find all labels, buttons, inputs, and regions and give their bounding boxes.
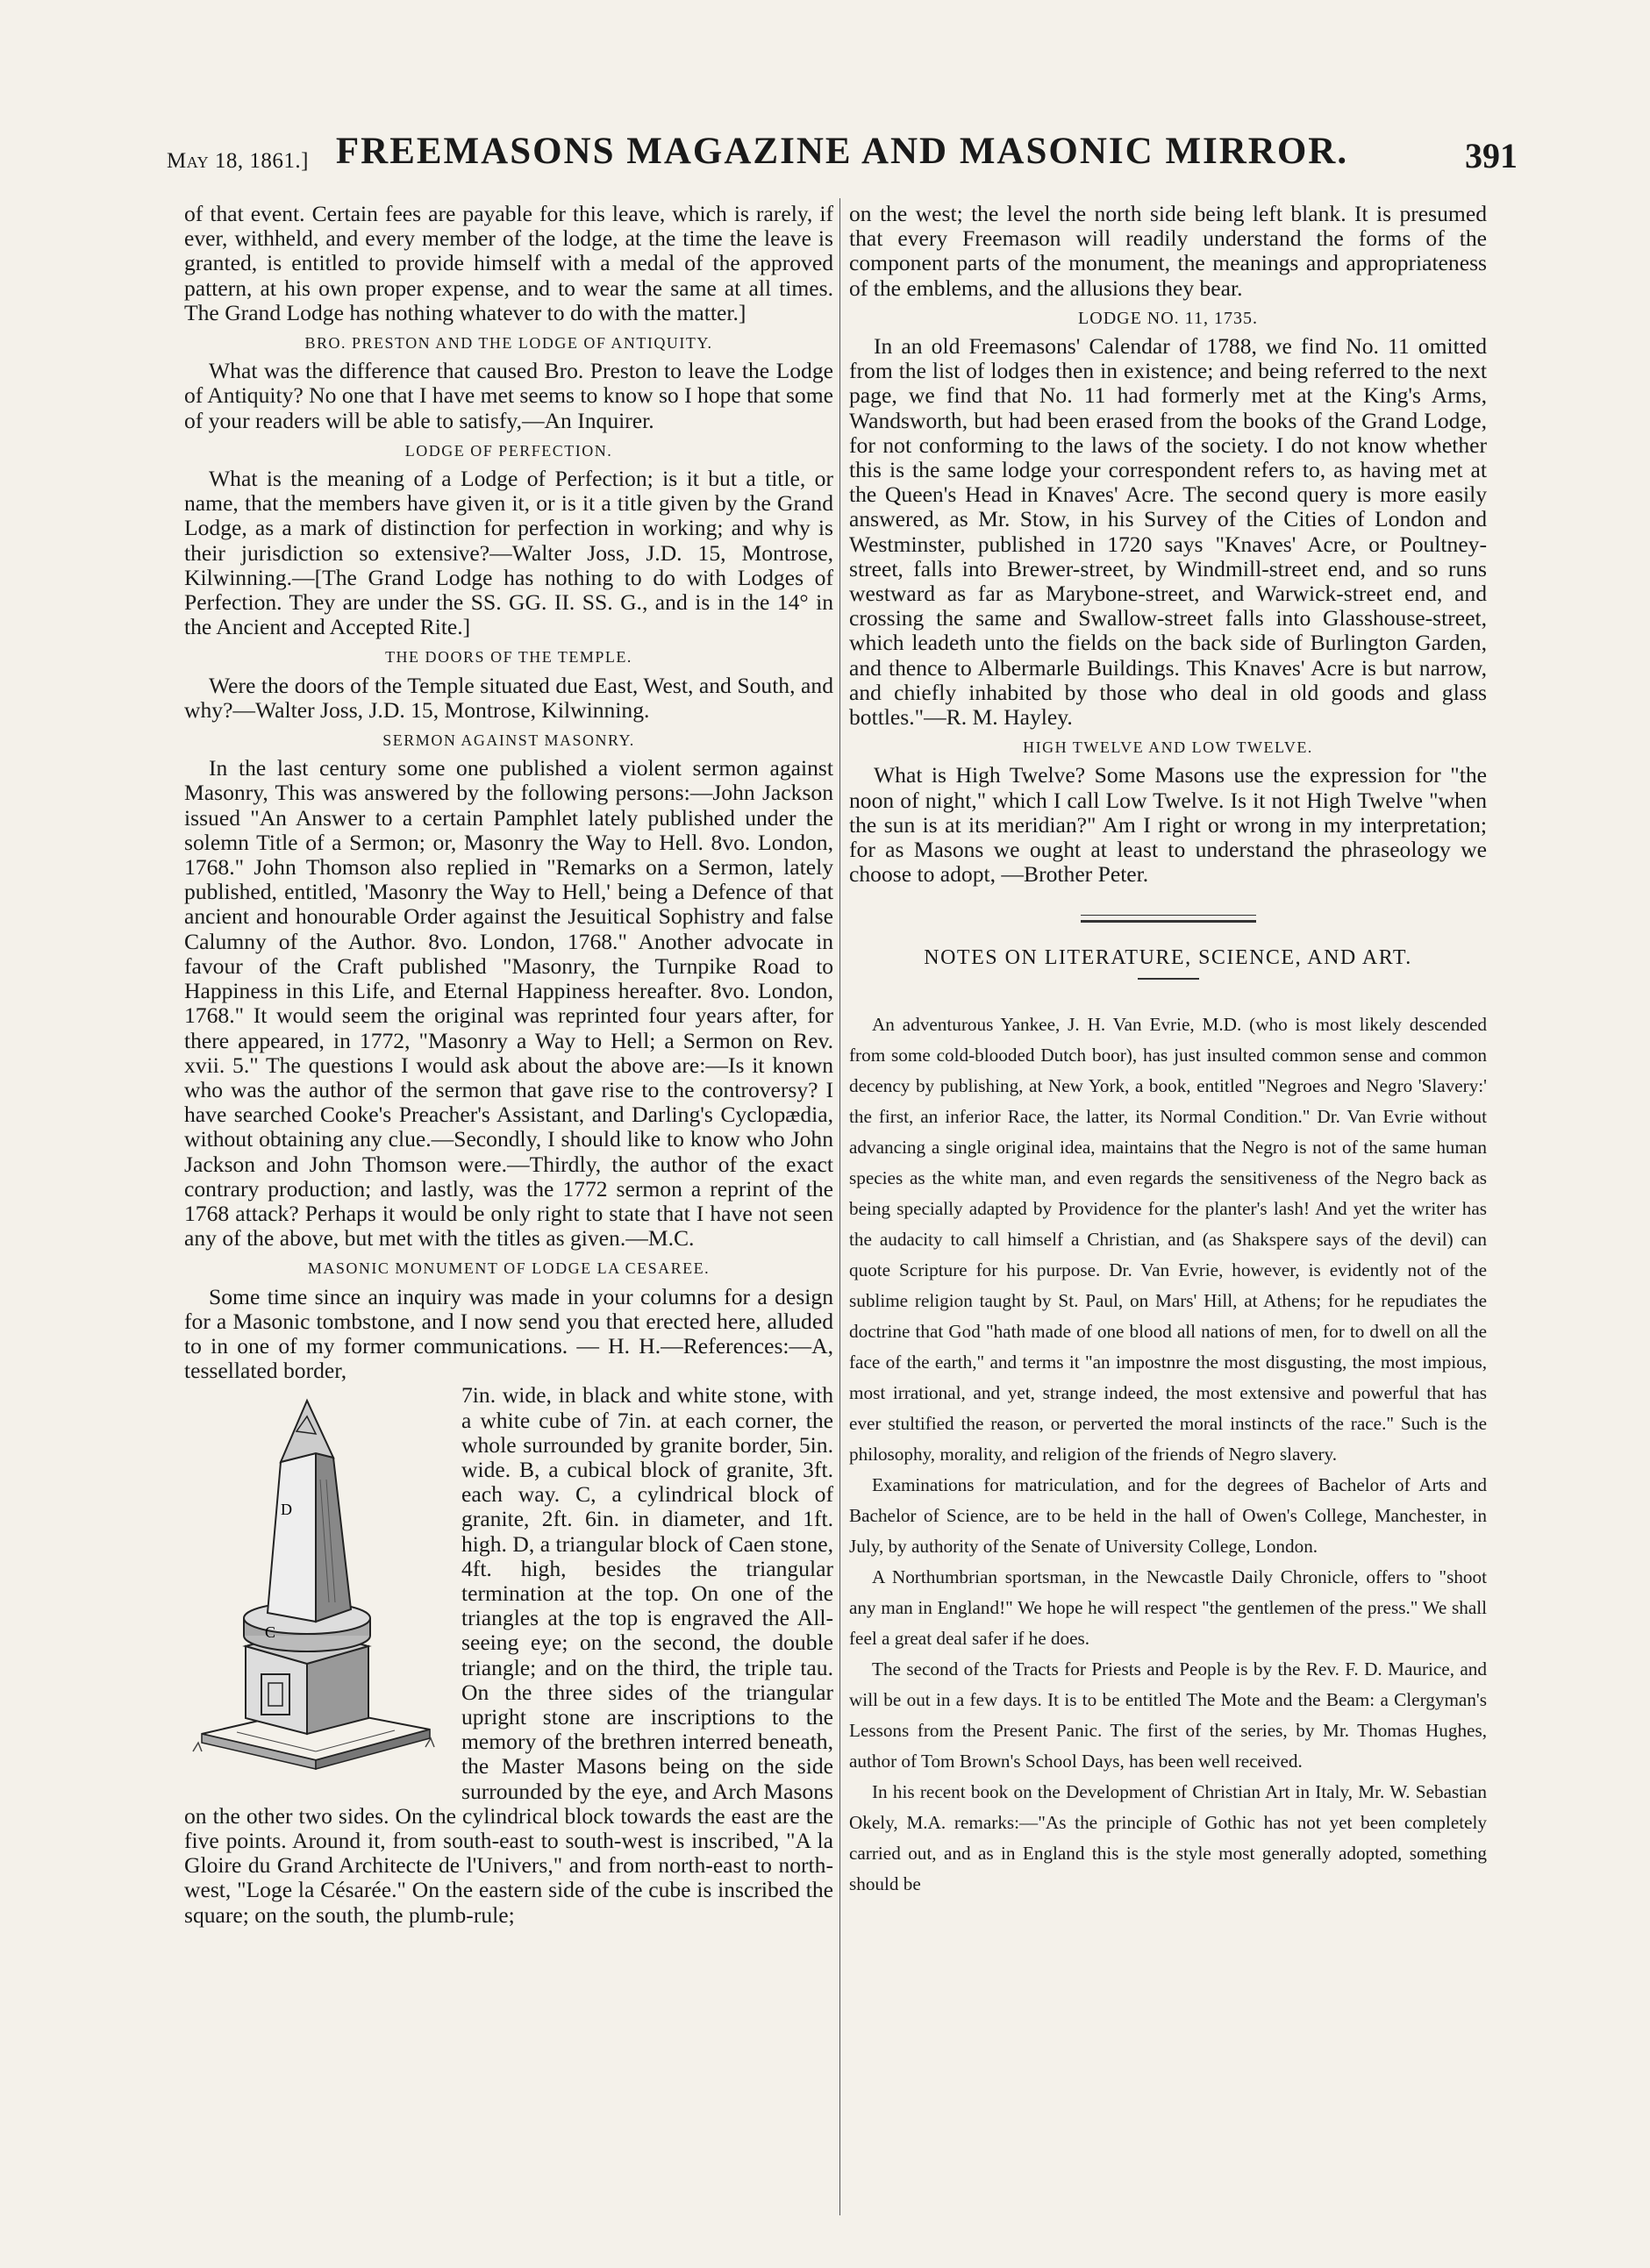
monument-engraving xyxy=(184,1383,447,1779)
preston-paragraph: What was the difference that caused Bro. Preston to leave the Lodge of Antiquity? No one that I have met seems to know so I hope that some of your readers will be able to satisfy,—An Inquirer. xyxy=(184,358,833,433)
notes-paragraph-sportsman: A Northumbrian sportsman, in the Newcastle Daily Chronicle, offers to "shoot any man in England!" We hope he will respect "the gentlemen of the press." We shall feel a great deal safer if he does. xyxy=(849,1565,1487,1649)
section-heading-monument: MASONIC MONUMENT OF LODGE LA CESAREE. xyxy=(307,1259,711,1278)
monument-paragraph-1: Some time since an inquiry was made in your columns for a design for a Masonic tombstone, and I now send you that erected here, alluded to in one of my former communications. — H. H.—References:—A, tessellated border, xyxy=(184,1283,833,1384)
section-heading-preston: BRO. PRESTON AND THE LODGE OF ANTIQUITY. xyxy=(304,334,713,353)
issue-date: May 18, 1861.] xyxy=(167,149,309,173)
section-heading-doors: THE DOORS OF THE TEMPLE. xyxy=(385,648,632,667)
notes-paragraph-examinations: Examinations for matriculation, and for the degrees of Bachelor of Arts and Bachelor of Science, are to be held in the hall of Owen's College, Manchester, in July, by authority of the Senate of University College, London. xyxy=(849,1473,1487,1557)
monument-illustration xyxy=(184,1383,447,1779)
monument-paragraph-2: 7in. wide, in black and white stone, with a white cube of 7in. at each corner, the whole surrounded by granite border, 5in. wide. B, a cubical block of granite, 3ft. each way. C, a cylindrical block of granite, 2ft. 6in. in diameter, and 1ft. high. D, a triangular block of Caen stone, 4ft. high, besides the triangular termination at the top. On one of the triangles at the top is engraved the All-seeing eye; on the second, the double triangle; and on the third, the triple tau. On the three sides of the triangular upright stone are inscriptions to the memory of the brethren interred beneath, the Master Masons being on the side surrounded by the eye, and Arch Masons on the other two sides. On the cylindrical block towards the east are the five points. Around it, from south-east to south-west is inscribed, "A la Gloire du Grand Architecte de l'Univers," and from north-east to north-west, "Loge la Césarée." On the eastern side of the cube is inscribed the square; on the south, the plumb-rule; xyxy=(184,1382,833,1928)
monument-figure-wrap xyxy=(184,1383,833,1927)
intro-paragraph: of that event. Certain fees are payable for this leave, which is rarely, if ever, withheld, and every member of the lodge, at the time the leave is granted, is entitled to provide himself with a medal of the approved pattern, at his own proper expense, and to wear the same at all times. The Grand Lodge has nothing whatever to do with the matter.] xyxy=(184,201,833,325)
section-heading-perfection: LODGE OF PERFECTION. xyxy=(404,441,613,460)
section-heading-lodge-11: LODGE NO. 11, 1735. xyxy=(1078,308,1258,328)
lodge-11-paragraph: In an old Freemasons' Calendar of 1788, we find No. 11 omitted from the list of lodges then in existence; and being referred to the next page, we find that No. 11 had formerly met at the King's Arms, Wandsworth, but had been erased from the books of the Grand Lodge, for not conforming to the laws of the society. I do not know whether this is the same lodge your correspondent refers to, as having met at the Queen's Head in Knaves' Acre. The second query is more easily answered, as Mr. Stow, in his Survey of the Cities of London and Westminster, published in 1720 says "Knaves' Acre, or Poultney-street, falls into Brewer-street, by Windmill-street end, and so runs westward as far as Marybone-street, and Warwick-street end, and crossing the same and Swallow-street falls into Glasshouse-street, which leadeth unto the fields on the back side of Burlington Garden, and thence to Albermarle Buildings. This Knaves' Acre is but narrow, and chiefly inhabited by those who deal in old goods and glass bottles."—R. M. Hayley. xyxy=(849,333,1487,731)
notes-paragraph-christian-art: In his recent book on the Development of Christian Art in Italy, Mr. W. Sebastian Okely, M.A. remarks:—"As the principle of Gothic has not yet been completely carried out, and as in England this is the style most generally adopted, something should be xyxy=(849,1780,1487,1894)
notes-title-rule xyxy=(1138,978,1199,980)
section-heading-high-twelve: HIGH TWELVE AND LOW TWELVE. xyxy=(1023,738,1313,757)
page-header xyxy=(167,130,1518,182)
magazine-title: FREEMASONS MAGAZINE AND MASONIC MIRROR. xyxy=(335,131,1349,172)
sermon-paragraph: In the last century some one published a violent sermon against Masonry, This was answered by the following persons:—John Jackson issued "An Answer to a certain Pamphlet lately published under the solemn Title of a Sermon; or, Masonry the Way to Hell. 8vo. London, 1768." John Thomson also replied in "Remarks on a Sermon, lately published, entitled, 'Masonry the Way to Hell,' being a Defence of that ancient and honourable Order against the Jesuitical Sophistry and false Calumny of the Author. 8vo. London, 1768." Another advocate in favour of the Craft published "Masonry, the Turnpike Road to Happiness in this Life, and Eternal Happiness hereafter. 8vo. London, 1768." It would seem the original was reprinted four years after, for there appeared, in 1772, "Masonry a Way to Hell; a Sermon on Rev. xvii. 5." The questions I would ask about the above are:—Is it known who was the author of the sermon that gave rise to the controversy? I have searched Cooke's Preacher's Assistant, and Darling's Cyclopædia, without obtaining any clue.—Secondly, I should like to know who John Jackson and John Thomson were.—Thirdly, the author of the exact contrary production; and lastly, was the 1772 sermon a reprint of the 1768 attack? Perhaps it would be only right to state that I have not seen any of the above, but met with the titles as given.—M.C. xyxy=(184,755,833,1252)
column-divider xyxy=(839,198,840,2215)
perfection-paragraph: What is the meaning of a Lodge of Perfection; is it but a title, or name, that the members have given it, or is it a title given by the Grand Lodge, as a mark of distinction for perfection in working; and why is their jurisdiction so extensive?—Walter Joss, J.D. 15, Montrose, Kilwinning.—[The Grand Lodge has nothing to do with Lodges of Perfection. They are under the SS. GG. II. SS. G., and is in the 14° in the Ancient and Accepted Rite.] xyxy=(184,466,833,640)
doors-paragraph: Were the doors of the Temple situated due East, West, and South, and why?—Walter Joss, J.D. 15, Montrose, Kilwinning. xyxy=(184,672,833,723)
section-divider xyxy=(1081,915,1256,923)
left-column xyxy=(184,202,833,1928)
notes-section-title: NOTES ON LITERATURE, SCIENCE, AND ART. xyxy=(924,946,1412,970)
high-twelve-paragraph: What is High Twelve? Some Masons use the expression for "the noon of night," which I call Low Twelve. Is it not High Twelve "when the sun is at its meridian?" Am I right or wrong in my interpretation; for as Masons we ought at least to understand the phraseology we choose to adopt, —Brother Peter. xyxy=(849,762,1487,888)
notes-section xyxy=(849,1009,1487,1900)
right-intro-paragraph: on the west; the level the north side being left blank. It is presumed that every Freemason will readily understand the forms of the component parts of the monument, the meanings and appropriateness of the emblems, and the allusions they bear. xyxy=(849,201,1487,301)
figure-label-c: C xyxy=(265,1623,276,1642)
section-heading-sermon: SERMON AGAINST MASONRY. xyxy=(382,731,635,750)
notes-paragraph-tracts: The second of the Tracts for Priests and People is by the Rev. F. D. Maurice, and will be out in a few days. It is to be entitled The Mote and the Beam: a Clergyman's Lessons from the Present Panic. The first of the series, by Mr. Thomas Hughes, author of Tom Brown's School Days, has been well received. xyxy=(849,1658,1487,1772)
right-column xyxy=(849,202,1487,1900)
figure-label-d: D xyxy=(281,1501,292,1519)
page-number: 391 xyxy=(1465,136,1518,175)
notes-paragraph-van-evrie: An adventurous Yankee, J. H. Van Evrie, M.D. (who is most likely descended from some cold-blooded Dutch boor), has just insulted common sense and common decency by publishing, at New York, a book, entitled "Negroes and Negro 'Slavery:' the first, an inferior Race, the latter, its Normal Condition." Dr. Van Evrie without advancing a single original idea, maintains that the Negro is not of the same human species as the white man, and even regards the sensitiveness of the Negro back as being specially adapted by Providence for the planter's lash! And yet the writer has the audacity to call himself a Christian, and (as Shakspere says of the devil) can quote Scripture for his purpose. Dr. Van Evrie, however, is evidently not of the sublime religion taught by St. Paul, on Mars' Hill, at Athens; for he repudiates the doctrine that God "hath made of one blood all nations of men, for to dwell on all the face of the earth," and terms it "an impostnre the most disgusting, the most impious, most irrational, and yet, strange indeed, the most extensive and powerful that has ever stultified the reason, or perverted the moral instincts of the race." Such is the philosophy, morality, and religion of the friends of Negro slavery. xyxy=(849,1013,1487,1465)
